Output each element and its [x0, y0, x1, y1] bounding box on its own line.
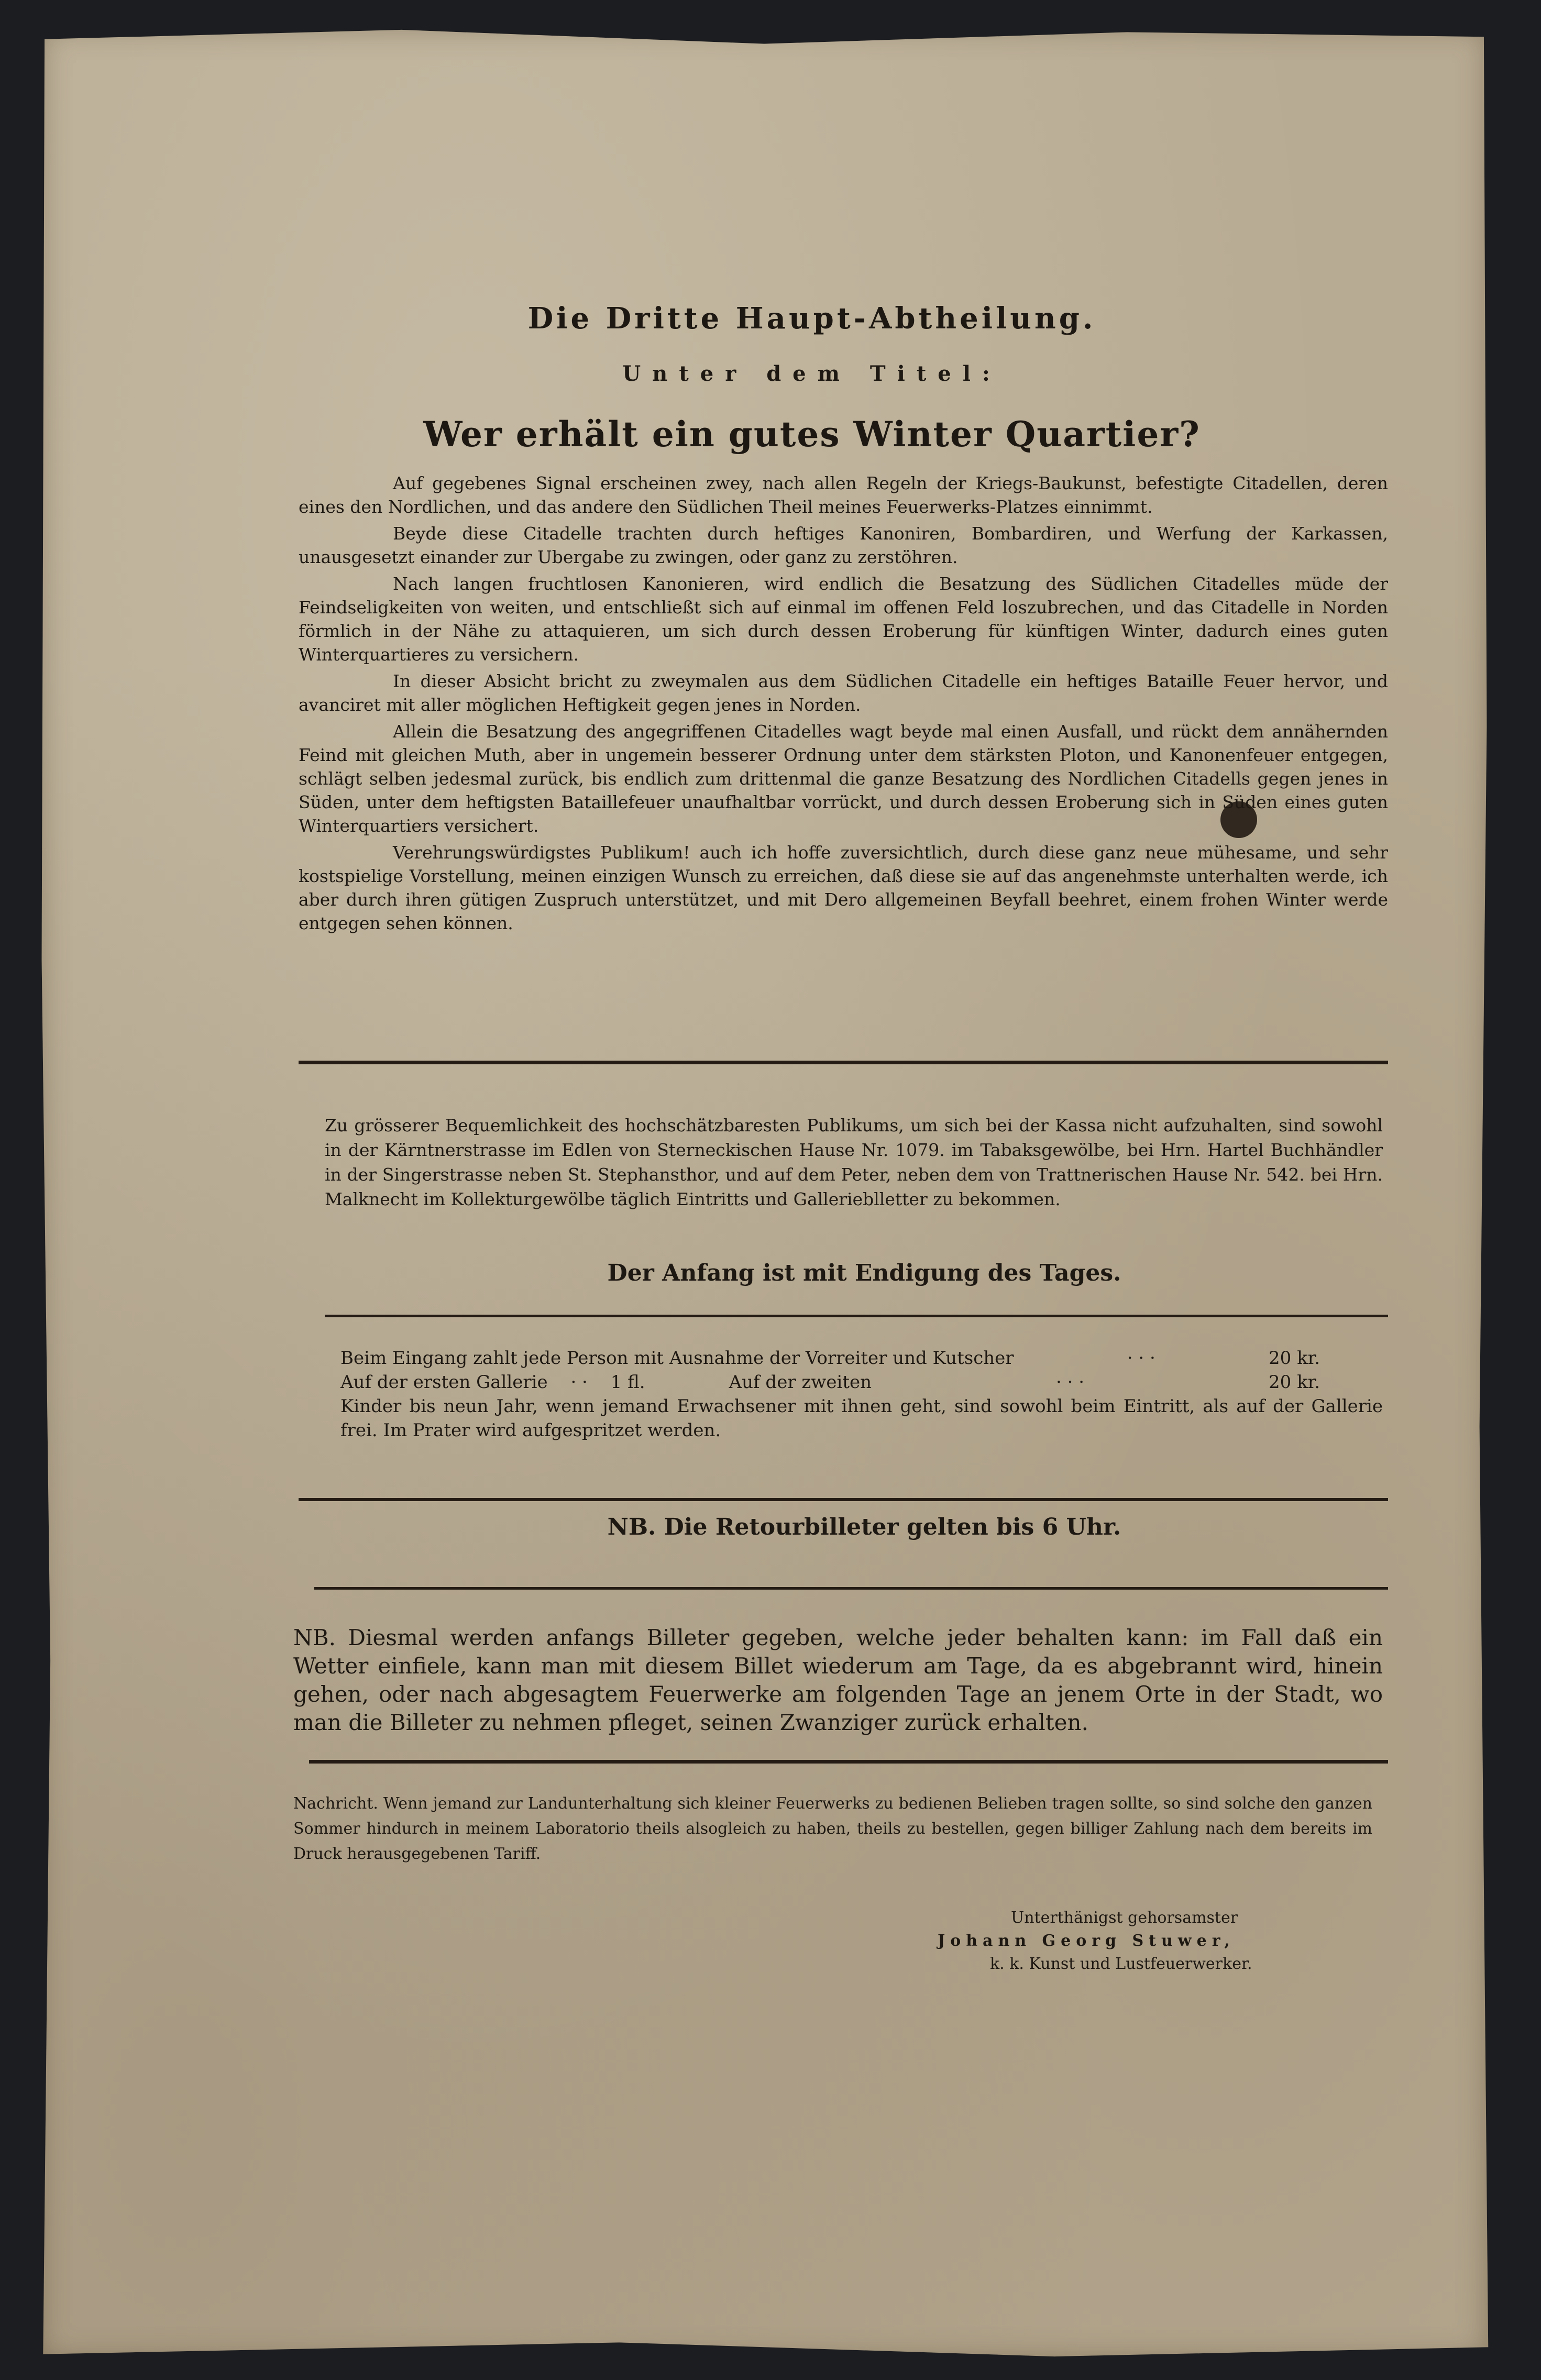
faded-stamp-mark — [235, 1194, 379, 1342]
fee-line-children: Kinder bis neun Jahr, wenn jemand Erwachsener mit ihnen geht, sind sowohl beim Eintritt, als auf der Gallerie frei. Im Prater wird aufgespritzet werden. — [340, 1396, 1383, 1441]
fee-line-galleries — [340, 1370, 1383, 1394]
leader-dots: · · · — [1127, 1348, 1155, 1369]
admission-fees — [340, 1346, 1383, 1442]
leader-dots: · · · — [1056, 1372, 1085, 1393]
divider-rule-4 — [314, 1587, 1388, 1590]
entrance-fee-price: 20 kr. — [1269, 1348, 1320, 1369]
signature-title: k. k. Kunst und Lustfeuerwerker. — [990, 1955, 1252, 1973]
nb-weather-notice: NB. Diesmal werden anfangs Billeter gegeben, welche jeder behalten kann: im Fall daß ein Wetter einfiele, kann man mit diesem Billet wiederum am Tage, da es abgebrannt wird, hinein gehen, oder nach abgesagtem Feuerwerke am folgenden Tage an jenem Orte in der Stadt, wo man die Billeter zu nehmen pfleget, seinen Zwanziger zurück erhalten. — [293, 1625, 1383, 1735]
divider-rule-2 — [325, 1315, 1388, 1317]
second-gallery-label: Auf der zweiten — [729, 1372, 872, 1393]
leader-dots: · · — [570, 1372, 588, 1393]
paragraph-6: Verehrungswürdigstes Publikum! auch ich hoffe zuversichtlich, durch diese ganz neue mühesame, und sehr kostspielige Vorstellung, meinen einzigen Wunsch zu erreichen, daß diese sie auf das angenehmste unterhalten werde, ich aber durch ihren gütigen Zuspruch unterstützet, und mit Dero allgemeinen Beyfall beehret, einem frohen Winter werde entgegen sehen können. — [299, 842, 1388, 933]
paragraph-2: Beyde diese Citadelle trachten durch heftiges Kanoniren, Bombardiren, und Werfung der Karkassen, unausgesetzt einander zur Ubergabe zu zwingen, oder ganz zu zerstöhren. — [299, 523, 1388, 567]
section-heading: Die Dritte Haupt-Abtheilung. — [527, 301, 1096, 336]
first-gallery-label: Auf der ersten Gallerie — [340, 1372, 548, 1393]
subtitle: Unter dem Titel: — [622, 361, 1001, 386]
divider-rule-3 — [299, 1498, 1388, 1501]
first-gallery-price: 1 fl. — [610, 1372, 645, 1393]
nachricht-notice: Nachricht. Wenn jemand zur Landunterhaltung sich kleiner Feuerwerks zu bedienen Belieben tragen sollte, so sind solche den ganzen Sommer hindurch in meinem Laboratorio theils alsogleich zu haben, theils zu bestellen, gegen billiger Zahlung nach dem bereits im Druck herausgegebenen Tariff. — [293, 1794, 1372, 1863]
signature-block — [890, 1907, 1309, 1976]
second-gallery-price: 20 kr. — [1269, 1372, 1320, 1393]
divider-rule-1 — [299, 1061, 1388, 1064]
paragraph-5: Allein die Besatzung des angegriffenen Citadelles wagt beyde mal einen Ausfall, und rückt dem annähernden Feind mit gleichen Muth, aber in ungemein besserer Ordnung unter dem stärksten Ploton, und Kanonenfeuer entgegen, schlägt selben jedesmal zurück, bis endlich zum drittenmal die ganze Besatzung des Nordlichen Citadells gegen jenes in Süden, unter dem heftigsten Bataillefeuer unaufhaltbar vorrückt, und durch dessen Eroberung sich in Süden eines guten Winterquartiers versichert. — [299, 721, 1388, 836]
paragraph-3: Nach langen fruchtlosen Kanonieren, wird endlich die Besatzung des Südlichen Citadelles müde der Feindseligkeiten von weiten, und entschließt sich auf einmal im offenen Feld loszubrechen, und das Citadelle in Norden förmlich in der Nähe zu attaquieren, um sich durch dessen Eroberung für künftigen Winter, dadurch eines guten Winterquartieres zu versichern. — [299, 574, 1388, 665]
start-notice: Der Anfang ist mit Endigung des Tages. — [607, 1260, 1121, 1286]
signature-name: Johann Georg Stuwer, — [938, 1932, 1235, 1950]
signature-salutation: Unterthänigst gehorsamster — [1011, 1909, 1238, 1927]
entrance-fee-label: Beim Eingang zahlt jede Person mit Ausnahme der Vorreiter und Kutscher — [340, 1348, 1014, 1369]
paragraph-4: In dieser Absicht bricht zu zweymalen aus dem Südlichen Citadelle ein heftiges Bataille Feuer hervor, und avanciret mit aller möglichen Heftigkeit gegen jenes in Norden. — [299, 671, 1388, 715]
program-description — [299, 471, 1388, 935]
paragraph-1: Auf gegebenes Signal erscheinen zwey, nach allen Regeln der Kriegs-Baukunst, befestigte Citadellen, deren eines den Nordlichen, und das andere den Südlichen Theil meines Feuerwerks-Platzes einnimmt. — [299, 473, 1388, 517]
ticket-sales-info: Zu grösserer Bequemlichkeit des hochschätzbaresten Publikums, um sich bei der Kassa nicht aufzuhalten, sind sowohl in der Kärntnerstrasse im Edlen von Sterneckischen Hause Nr. 1079. im Tabaksgewölbe, bei Hrn. Hartel Buchhändler in der Singerstrasse neben St. Stephansthor, und auf dem Peter, neben dem von Trattnerischen Hause Nr. 542. bei Hrn. Malknecht im Kollekturgewölbe täglich Eintritts und Gallerieblletter zu bekommen. — [325, 1115, 1383, 1209]
page-title: Wer erhält ein gutes Winter Quartier? — [423, 414, 1201, 455]
divider-rule-5 — [309, 1760, 1388, 1764]
fee-line-entrance — [340, 1346, 1383, 1370]
nb-return-tickets: NB. Die Retourbilleter gelten bis 6 Uhr. — [607, 1514, 1121, 1540]
